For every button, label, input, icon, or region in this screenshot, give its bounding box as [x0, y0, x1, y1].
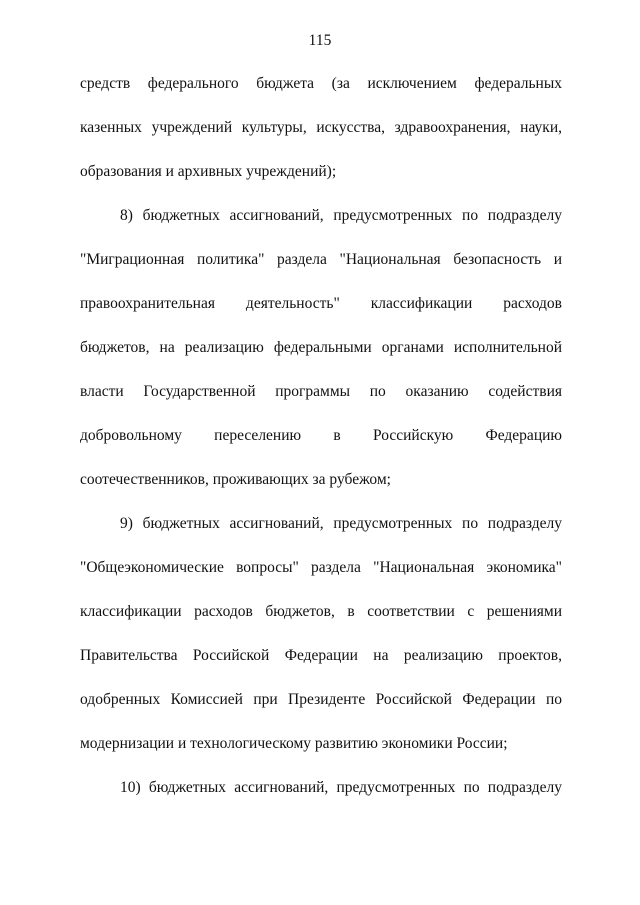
text-line: 9) бюджетных ассигнований, предусмотренных по подразделу [120, 515, 562, 532]
text-line: бюджетов, на реализацию федеральными органами исполнительной [80, 339, 562, 356]
text-line: модернизации и технологическому развитию экономики России; [80, 735, 508, 752]
text-line: классификации расходов бюджетов, в соответствии с решениями [80, 603, 562, 620]
text-line: средств федерального бюджета (за исключением федеральных [80, 75, 562, 92]
text-line: 10) бюджетных ассигнований, предусмотренных по подразделу [120, 779, 562, 796]
text-line: 8) бюджетных ассигнований, предусмотренных по подразделу [120, 207, 562, 224]
text-line: "Миграционная политика" раздела "Национальная безопасность и [80, 251, 562, 268]
text-line: правоохранительная деятельность" классификации расходов [80, 295, 562, 312]
text-line: образования и архивных учреждений); [80, 163, 337, 180]
text-line: соотечественников, проживающих за рубежом; [80, 471, 391, 488]
text-line: "Общеэкономические вопросы" раздела "Национальная экономика" [80, 559, 562, 576]
text-line: Правительства Российской Федерации на реализацию проектов, [80, 647, 562, 664]
page-number: 115 [308, 32, 332, 49]
text-line: казенных учреждений культуры, искусства, здравоохранения, науки, [80, 119, 562, 136]
text-line: власти Государственной программы по оказанию содействия [80, 383, 562, 400]
text-line: одобренных Комиссией при Президенте Российской Федерации по [80, 691, 562, 708]
document-body [80, 62, 562, 810]
text-line: добровольному переселению в Российскую Федерацию [80, 427, 562, 444]
